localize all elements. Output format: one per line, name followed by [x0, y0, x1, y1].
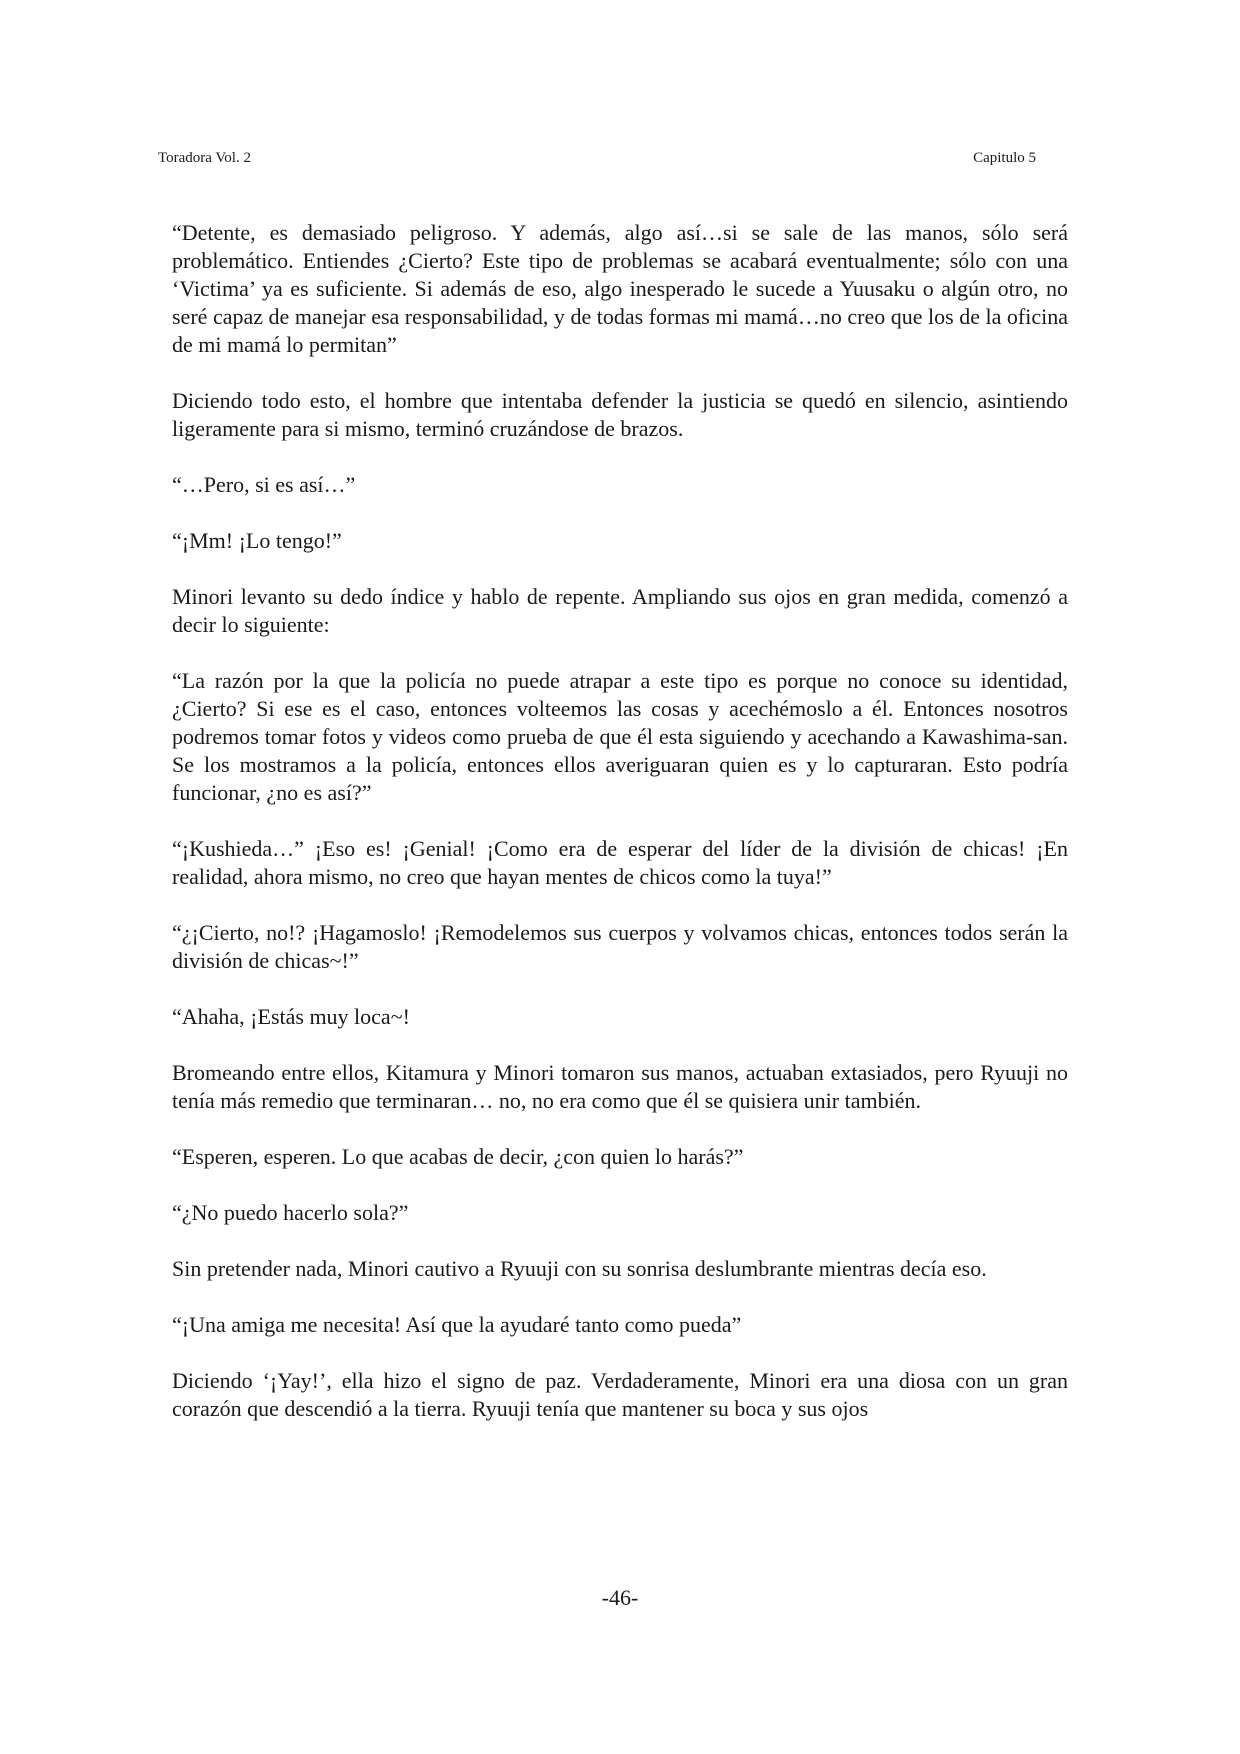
paragraph: “Detente, es demasiado peligroso. Y además, algo así…si se sale de las manos, sólo será problemático. Entiendes ¿Cierto? Este tipo de problemas se acabará eventualmente; sólo con una ‘Victima’ ya es suficiente. Si además de eso, algo inesperado le sucede a Yuusaku o algún otro, no seré capaz de manejar esa responsabilidad, y de todas formas mi mamá…no creo que los de la oficina de mi mamá lo permitan”	[172, 220, 1068, 357]
paragraph: “¿¡Cierto, no!? ¡Hagamoslo! ¡Remodelemos sus cuerpos y volvamos chicas, entonces todos serán la división de chicas~!”	[172, 920, 1068, 973]
paragraph: “La razón por la que la policía no puede atrapar a este tipo es porque no conoce su identidad, ¿Cierto? Si ese es el caso, entonces volteemos las cosas y acechémoslo a él. Entonces nosotros podremos tomar fotos y videos como prueba de que él esta siguiendo y acechando a Kawashima-san. Se los mostramos a la policía, entonces ellos averiguaran quien es y lo capturaran. Esto podría funcionar, ¿no es así?”	[172, 668, 1068, 805]
paragraph: Sin pretender nada, Minori cautivo a Ryuuji con su sonrisa deslumbrante mientras decía eso.	[172, 1256, 987, 1281]
page-header	[158, 146, 1036, 170]
paragraph: “¡Una amiga me necesita! Así que la ayudaré tanto como pueda”	[172, 1312, 742, 1337]
body-text	[172, 219, 1068, 1451]
paragraph: Minori levanto su dedo índice y hablo de repente. Ampliando sus ojos en gran medida, comenzó a decir lo siguiente:	[172, 584, 1068, 637]
paragraph: Bromeando entre ellos, Kitamura y Minori tomaron sus manos, actuaban extasiados, pero Ryuuji no tenía más remedio que terminaran… no, no era como que él se quisiera unir también.	[172, 1060, 1068, 1113]
paragraph: “Ahaha, ¡Estás muy loca~!	[172, 1004, 410, 1029]
paragraph: “Esperen, esperen. Lo que acabas de decir, ¿con quien lo harás?”	[172, 1144, 744, 1169]
paragraph: Diciendo ‘¡Yay!’, ella hizo el signo de paz. Verdaderamente, Minori era una diosa con un gran corazón que descendió a la tierra. Ryuuji tenía que mantener su boca y sus ojos	[172, 1368, 1068, 1421]
chapter-title: Capitulo 5	[973, 150, 1036, 166]
paragraph: “¡Mm! ¡Lo tengo!”	[172, 528, 342, 553]
page-number: -46-	[601, 1585, 639, 1610]
paragraph: “¡Kushieda…” ¡Eso es! ¡Genial! ¡Como era de esperar del líder de la división de chicas! ¡En realidad, ahora mismo, no creo que hayan mentes de chicos como la tuya!”	[172, 836, 1068, 889]
book-title: Toradora Vol. 2	[158, 150, 251, 166]
paragraph: “…Pero, si es así…”	[172, 472, 356, 497]
paragraph: Diciendo todo esto, el hombre que intentaba defender la justicia se quedó en silencio, asintiendo ligeramente para si mismo, terminó cruzándose de brazos.	[172, 388, 1068, 441]
paragraph: “¿No puedo hacerlo sola?”	[172, 1200, 409, 1225]
